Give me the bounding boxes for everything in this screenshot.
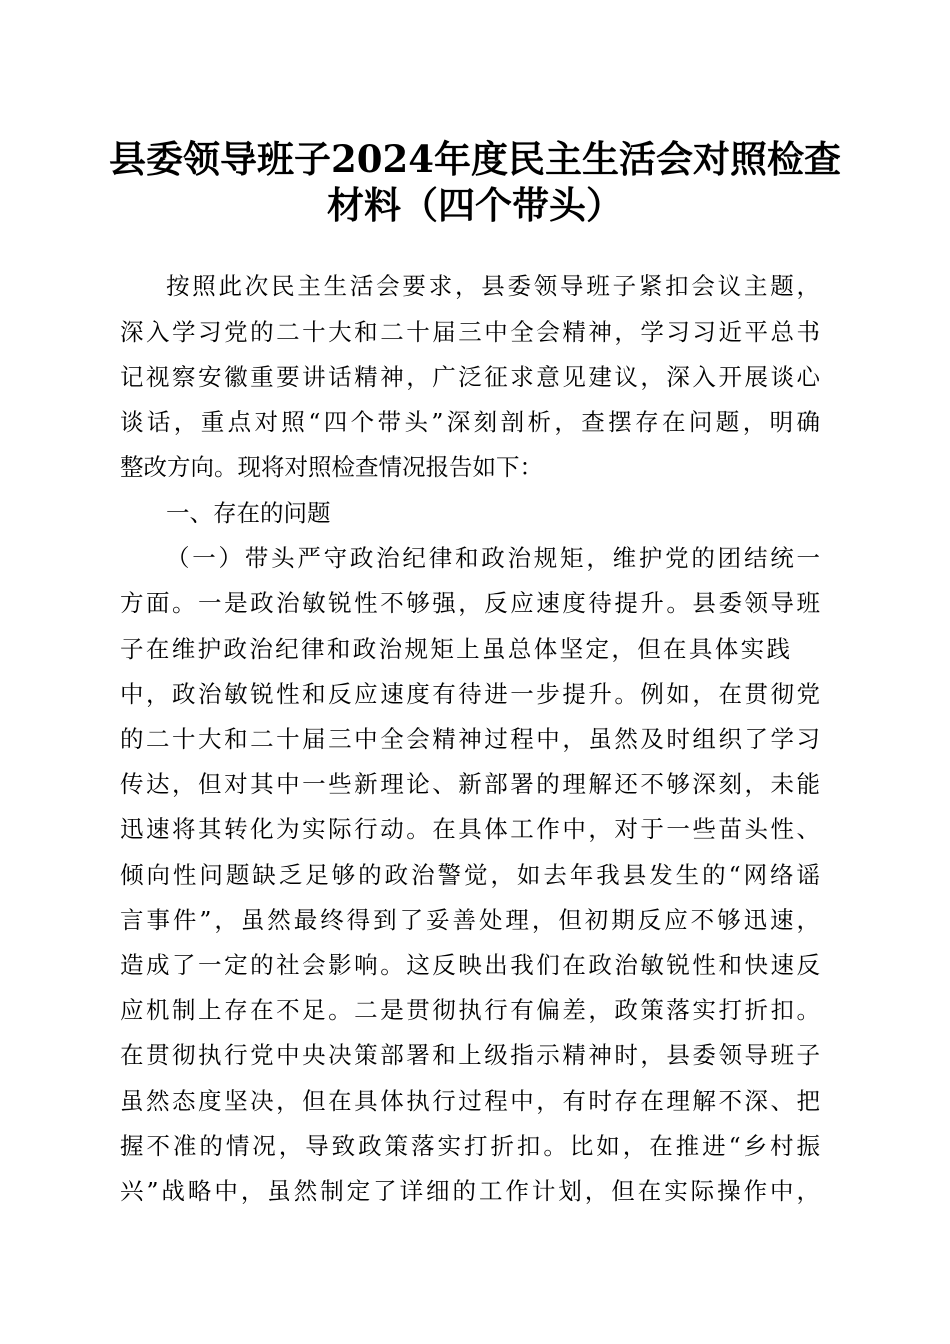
paragraph-2-line-2: 方面。一是政治敏锐性不够强，反应速度待提升。县委领导班	[120, 589, 820, 617]
paragraph-2-line-8: 倾向性问题缺乏足够的政治警觉，如去年我县发生的“网络谣	[120, 861, 820, 889]
paragraph-2-line-7: 迅速将其转化为实际行动。在具体工作中，对于一些苗头性、	[120, 815, 820, 843]
paragraph-1-line-5: 整改方向。现将对照检查情况报告如下：	[120, 453, 543, 481]
paragraph-2-line-9: 言事件”，虽然最终得到了妥善处理，但初期反应不够迅速，	[120, 906, 820, 934]
paragraph-2-line-10: 造成了一定的社会影响。这反映出我们在政治敏锐性和快速反	[120, 951, 820, 979]
paragraph-2-line-5: 的二十大和二十届三中全会精神过程中，虽然及时组织了学习	[120, 725, 820, 753]
paragraph-1-line-4: 谈话，重点对照“四个带头”深刻剖析，查摆存在问题，明确	[120, 408, 820, 436]
paragraph-2-line-15: 兴”战略中，虽然制定了详细的工作计划，但在实际操作中，	[120, 1177, 820, 1205]
paragraph-2-line-3: 子在维护政治纪律和政治规矩上虽总体坚定，但在具体实践	[120, 635, 790, 663]
paragraph-2-line-11: 应机制上存在不足。二是贯彻执行有偏差，政策落实打折扣。	[120, 996, 820, 1024]
paragraph-1-line-3: 记视察安徽重要讲话精神，广泛征求意见建议，深入开展谈心	[120, 363, 820, 391]
paragraph-1-line-1: 按照此次民主生活会要求，县委领导班子紧扣会议主题，	[166, 272, 820, 300]
document-title-line-2: 材料（四个带头）	[327, 183, 623, 227]
paragraph-2-line-13: 虽然态度坚决，但在具体执行过程中，有时存在理解不深、把	[120, 1087, 820, 1115]
paragraph-2-line-14: 握不准的情况，导致政策落实打折扣。比如，在推进“乡村振	[120, 1132, 820, 1160]
paragraph-2-line-4: 中，政治敏锐性和反应速度有待进一步提升。例如，在贯彻党	[120, 680, 820, 708]
document-title-line-1: 县委领导班子2024年度民主生活会对照检查	[109, 137, 841, 181]
section-heading-problems: 一、存在的问题	[166, 499, 331, 527]
paragraph-2-line-6: 传达，但对其中一些新理论、新部署的理解还不够深刻，未能	[120, 770, 820, 798]
paragraph-2-line-1: （一）带头严守政治纪律和政治规矩，维护党的团结统一	[166, 544, 820, 572]
paragraph-1-line-2: 深入学习党的二十大和二十届三中全会精神，学习习近平总书	[120, 318, 820, 346]
paragraph-2-line-12: 在贯彻执行党中央决策部署和上级指示精神时，县委领导班子	[120, 1041, 820, 1069]
